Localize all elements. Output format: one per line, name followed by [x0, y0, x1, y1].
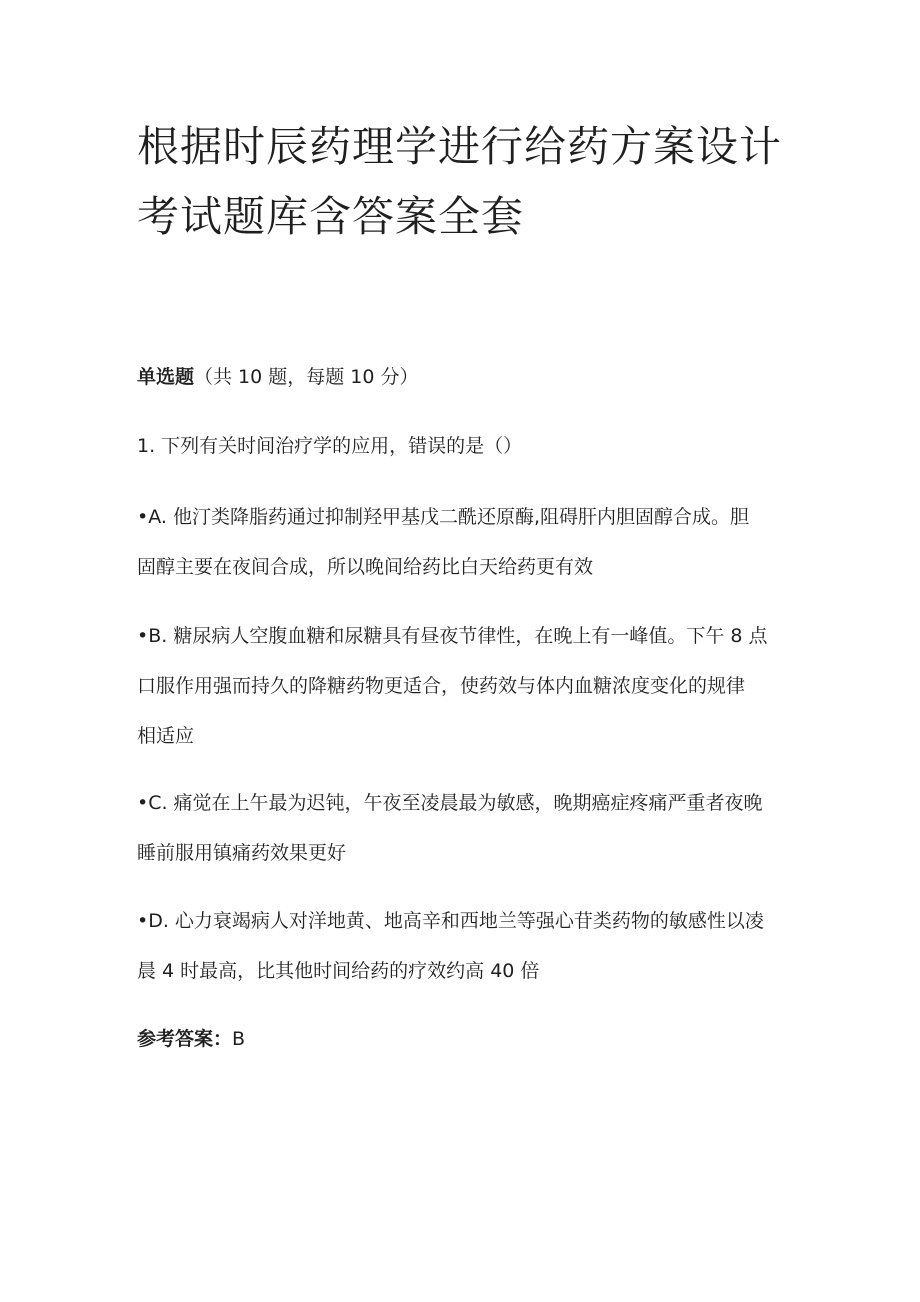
- option-c-line-2: 睡前服用镇痛药效果更好: [137, 842, 347, 864]
- option-c-line-1: •C. 痛觉在上午最为迟钝，午夜至凌晨最为敏感，晚期癌症疼痛严重者夜晚: [137, 792, 763, 814]
- question-stem-text: 1. 下列有关时间治疗学的应用，错误的是（）: [137, 435, 523, 457]
- section-label: 单选题: [137, 366, 195, 388]
- title-line-1: 根据时辰药理学进行给药方案设计: [137, 122, 783, 171]
- reference-answer: [137, 1014, 787, 1064]
- answer-label: 参考答案：: [137, 1028, 233, 1050]
- option-c: [137, 778, 787, 878]
- option-a: [137, 492, 787, 592]
- option-d-line-2: 晨 4 时最高，比其他时间给药的疗效约高 40 倍: [137, 960, 540, 982]
- option-b: [137, 611, 787, 761]
- option-a-line-2: 固醇主要在夜间合成，所以晚间给药比白天给药更有效: [137, 556, 594, 578]
- option-d: [137, 896, 787, 996]
- option-b-line-1: •B. 糖尿病人空腹血糖和尿糖具有昼夜节律性，在晚上有一峰值。下午 8 点: [137, 625, 768, 647]
- option-d-line-1: •D. 心力衰竭病人对洋地黄、地高辛和西地兰等强心苷类药物的敏感性以凌: [137, 910, 764, 932]
- document-title: [137, 112, 797, 252]
- option-a-line-1: •A. 他汀类降脂药通过抑制羟甲基戊二酰还原酶,阻碍肝内胆固醇合成。胆: [137, 506, 749, 528]
- option-b-line-3: 相适应: [137, 725, 195, 747]
- title-line-2: 考试题库含答案全套: [137, 192, 525, 241]
- question-stem: [137, 421, 787, 471]
- answer-value: B: [232, 1028, 246, 1050]
- option-b-line-2: 口服作用强而持久的降糖药物更适合，使药效与体内血糖浓度变化的规律: [137, 675, 746, 697]
- section-info: （共 10 题，每题 10 分）: [194, 366, 419, 388]
- section-header: [137, 352, 787, 402]
